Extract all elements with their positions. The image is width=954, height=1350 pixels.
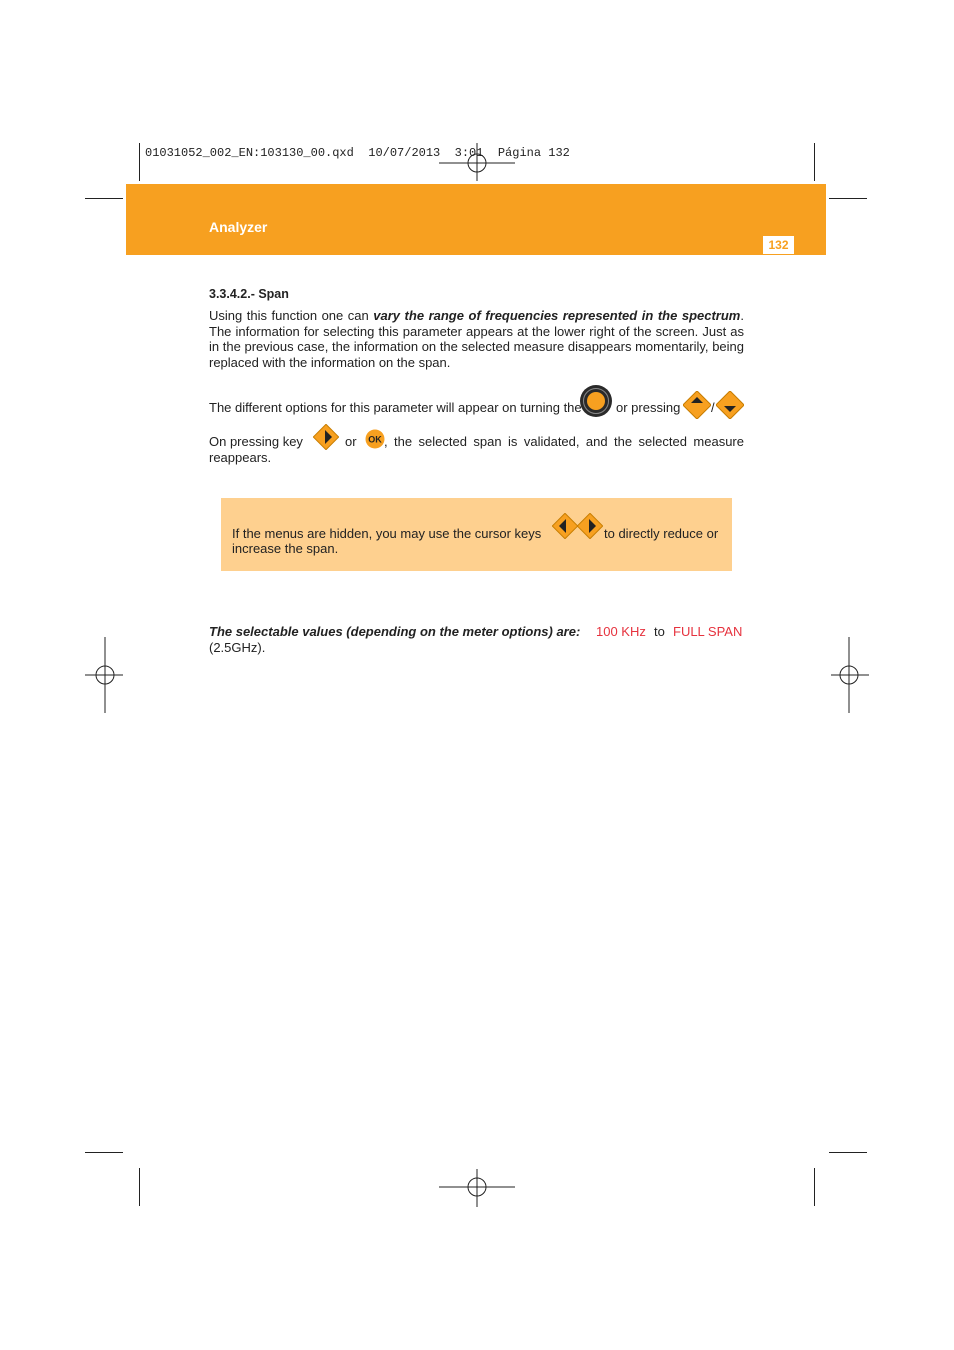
note-text-a: If the menus are hidden, you may use the cursor keys	[232, 526, 542, 541]
crop-mark	[814, 143, 815, 181]
crop-mark	[829, 1152, 867, 1153]
values-line	[209, 624, 744, 658]
down-key-icon	[716, 391, 744, 419]
intro-paragraph: Using this function one can vary the range of frequencies represented in the spectrum. The information for selecting this parameter appears at the lower right of the screen. Just as in the previous case, the information on the selected measure disappears momentarily, being replaced with the information on the span.	[209, 308, 744, 370]
crop-mark	[829, 198, 867, 199]
crop-mark	[139, 143, 140, 181]
options-text-b: or pressing	[616, 400, 681, 415]
ok-key-label: OK	[368, 434, 382, 445]
validate-line	[209, 424, 744, 468]
values-to: to	[654, 624, 665, 639]
section-heading: 3.3.4.2.- Span	[209, 287, 289, 301]
right-key-icon	[577, 513, 603, 539]
span-max-detail: (2.5GHz).	[209, 640, 266, 655]
file-slug: 01031052_002_EN:103130_00.qxd 10/07/2013 3:01 Página 132	[145, 146, 570, 160]
crop-mark	[814, 1168, 815, 1206]
note-box	[221, 498, 732, 571]
up-key-icon	[683, 391, 711, 419]
options-separator: /	[711, 400, 715, 415]
left-key-icon	[552, 513, 578, 539]
crop-mark	[85, 1152, 123, 1153]
options-text-a: The different options for this parameter will appear on turning the	[209, 400, 582, 415]
note-text-b: to directly reduce or	[604, 526, 719, 541]
rotary-encoder-icon	[579, 384, 613, 418]
ok-key-icon	[365, 429, 385, 449]
span-max-value: FULL SPAN	[673, 624, 743, 639]
validate-text-b: , the selected span is validated, and the selected measure	[384, 434, 744, 449]
registration-mark-icon	[437, 143, 517, 183]
registration-mark-icon	[829, 635, 869, 715]
crop-mark	[85, 198, 123, 199]
header-title: Analyzer	[209, 219, 268, 235]
validate-text-c: reappears.	[209, 450, 272, 465]
registration-mark-icon	[85, 635, 125, 715]
note-text-c: increase the span.	[232, 541, 339, 556]
span-min-value: 100 KHz	[596, 624, 646, 639]
right-key-icon	[313, 424, 339, 450]
values-intro: The selectable values (depending on the meter options) are:	[209, 624, 581, 639]
page-number: 132	[763, 236, 794, 254]
validate-text-a: On pressing key	[209, 434, 303, 449]
registration-mark-icon	[437, 1167, 517, 1207]
validate-or: or	[345, 434, 357, 449]
crop-mark	[139, 1168, 140, 1206]
options-line	[209, 384, 744, 420]
